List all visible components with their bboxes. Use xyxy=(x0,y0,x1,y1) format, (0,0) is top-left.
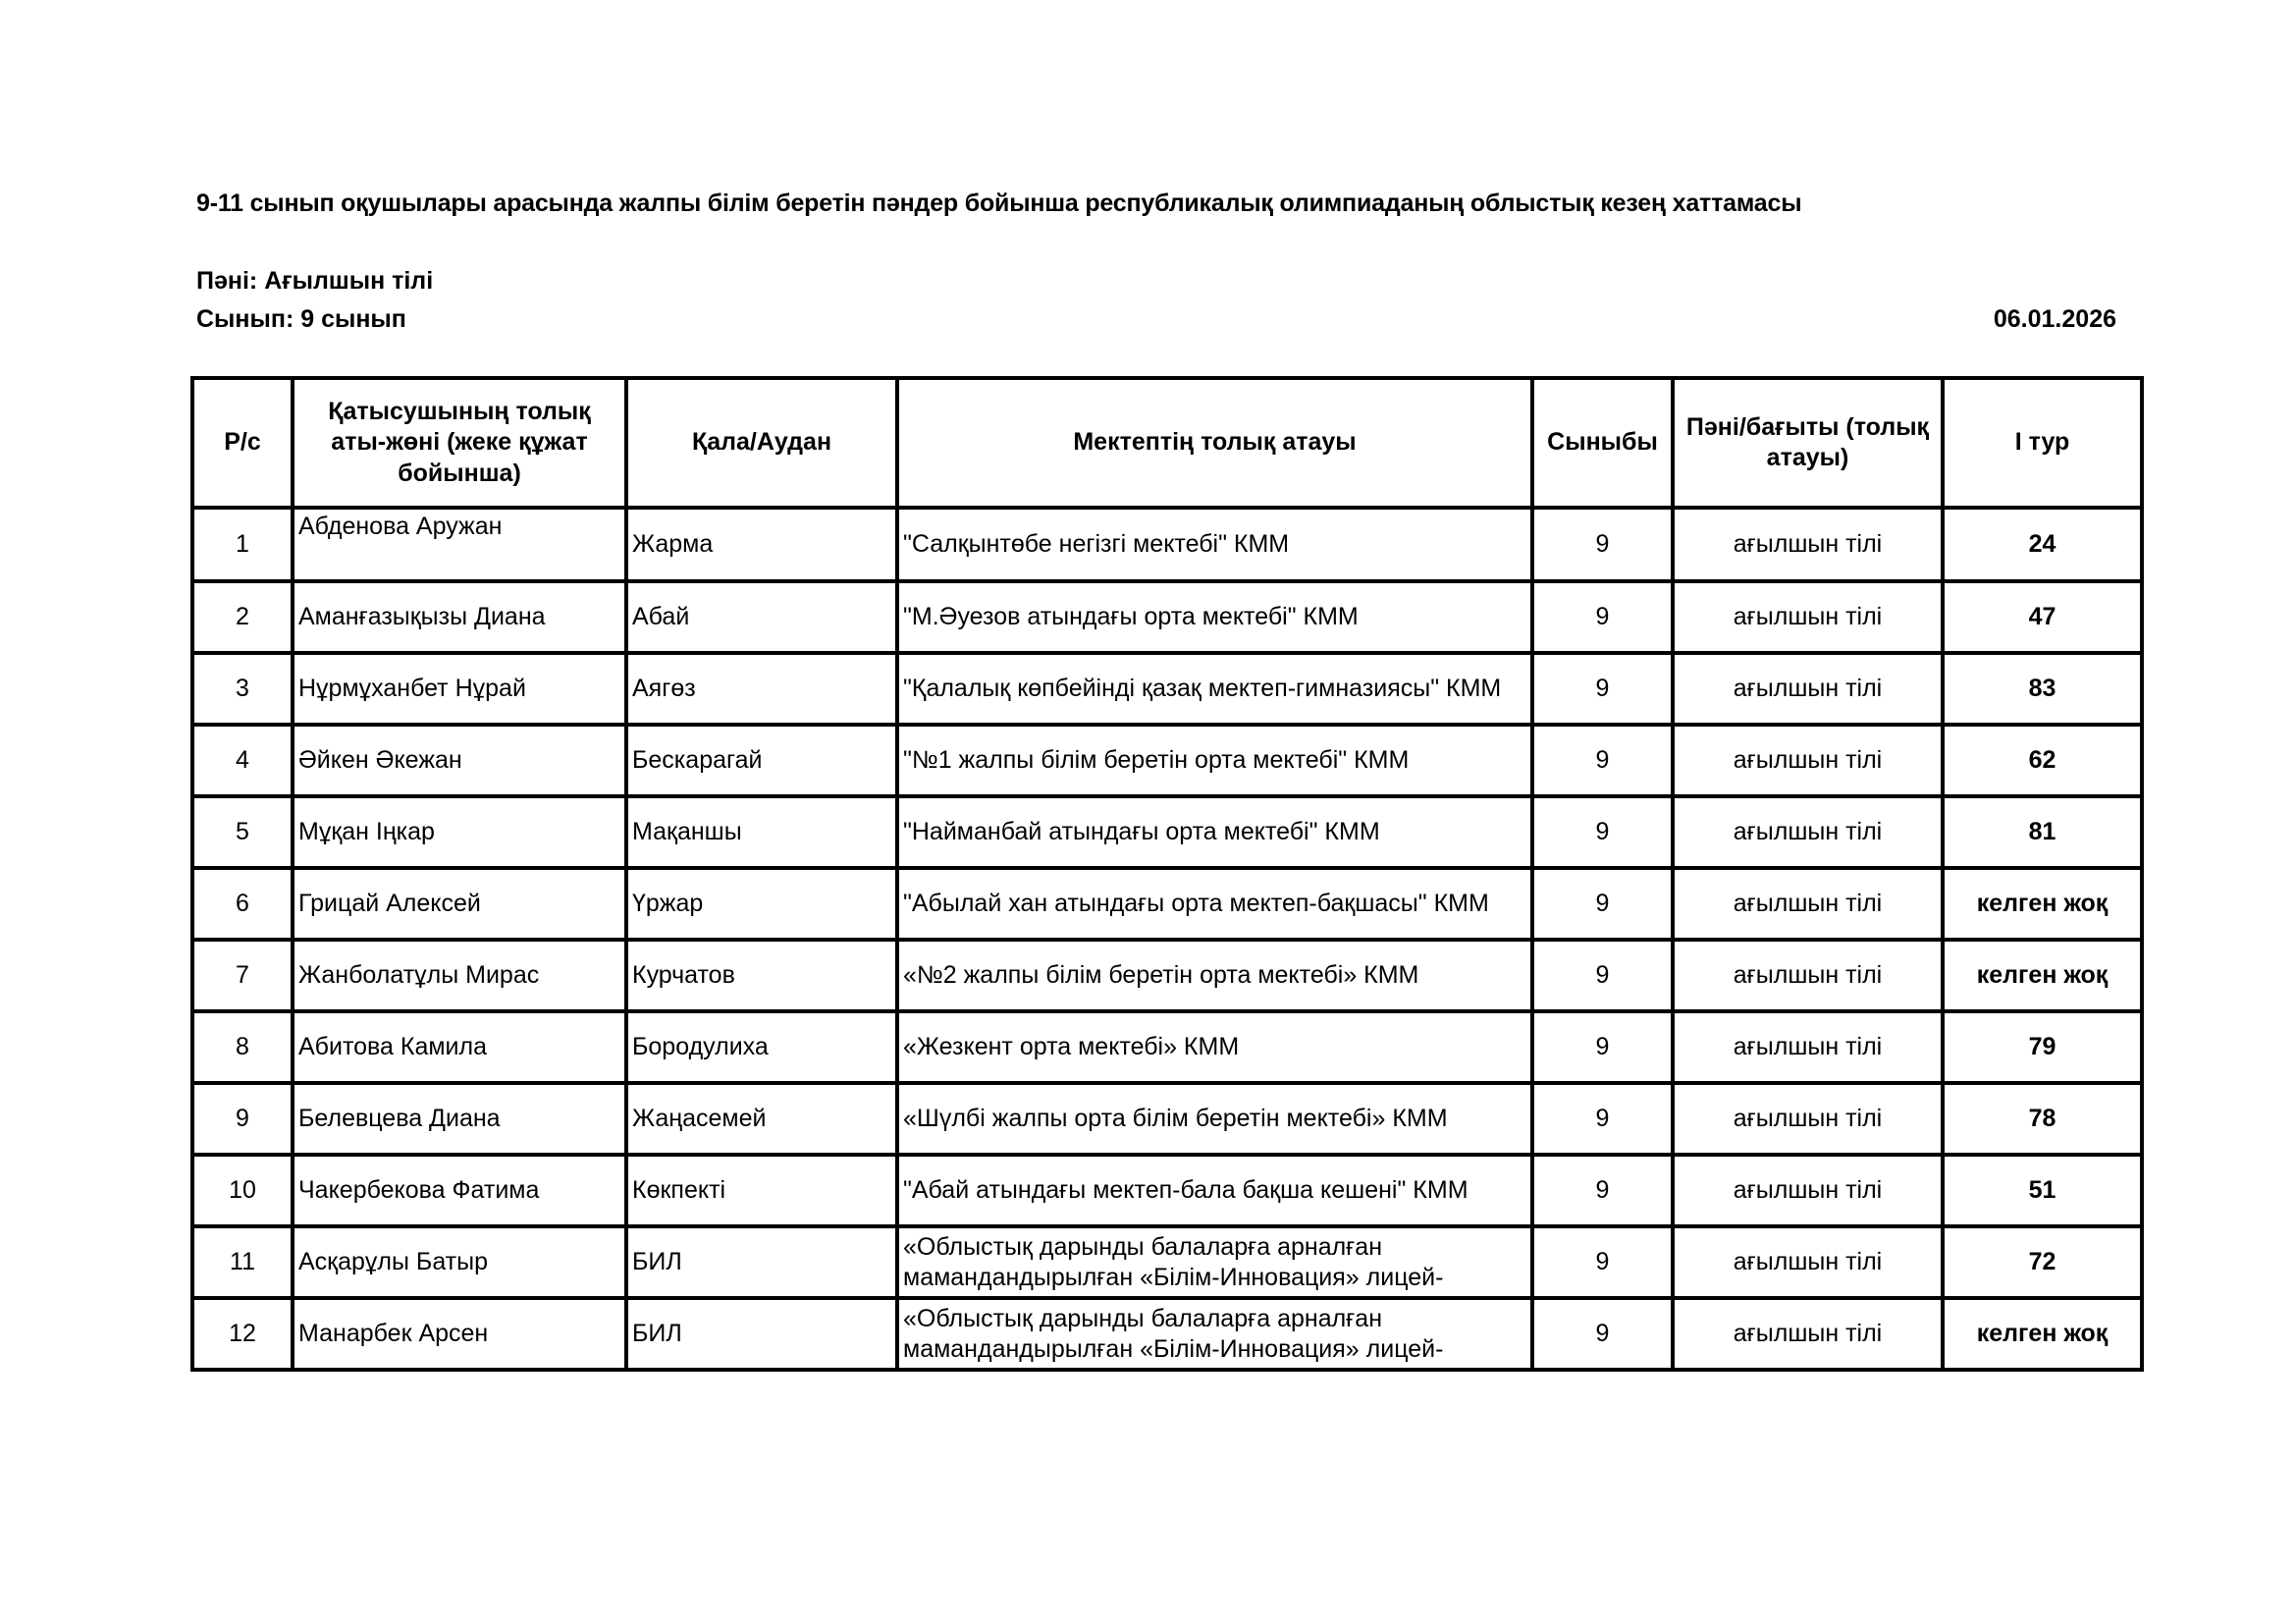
city-district: Бородулиха xyxy=(626,1011,897,1083)
table-row xyxy=(192,1083,2142,1155)
table-row xyxy=(192,1226,2142,1298)
participant-name: Белевцева Диана xyxy=(293,1083,626,1155)
school-name xyxy=(897,796,1532,868)
school-name-text: «Шүлбі жалпы орта білім беретін мектебі» КММ xyxy=(903,1104,1448,1132)
subject: ағылшын тілі xyxy=(1673,725,1943,796)
round-1-score: 83 xyxy=(1943,653,2142,725)
participant-name: Нұрмұханбет Нұрай xyxy=(293,653,626,725)
grade: 9 xyxy=(1532,868,1673,940)
row-number: 3 xyxy=(192,653,293,725)
city-district: Курчатов xyxy=(626,940,897,1011)
header-grade: Сыныбы xyxy=(1532,378,1673,508)
school-name xyxy=(897,940,1532,1011)
subject: ағылшын тілі xyxy=(1673,653,1943,725)
header-row-number: Р/с xyxy=(192,378,293,508)
row-number: 4 xyxy=(192,725,293,796)
table-row xyxy=(192,581,2142,653)
subject: ағылшын тілі xyxy=(1673,868,1943,940)
row-number: 1 xyxy=(192,508,293,581)
round-1-score: 51 xyxy=(1943,1155,2142,1226)
table-row xyxy=(192,796,2142,868)
grade: 9 xyxy=(1532,508,1673,581)
subject: ағылшын тілі xyxy=(1673,796,1943,868)
round-1-score: 81 xyxy=(1943,796,2142,868)
header-city-district: Қала/Аудан xyxy=(626,378,897,508)
header-participant-name: Қатысушының толық аты-жөні (жеке құжат бойынша) xyxy=(293,378,626,508)
school-name xyxy=(897,868,1532,940)
round-1-score: 24 xyxy=(1943,508,2142,581)
grade: 9 xyxy=(1532,1298,1673,1370)
school-name xyxy=(897,725,1532,796)
round-1-score: келген жоқ xyxy=(1943,940,2142,1011)
city-district: БИЛ xyxy=(626,1226,897,1298)
row-number: 10 xyxy=(192,1155,293,1226)
header-school-name: Мектептің толық атауы xyxy=(897,378,1532,508)
table-row xyxy=(192,1298,2142,1370)
school-name xyxy=(897,581,1532,653)
grade: 9 xyxy=(1532,1155,1673,1226)
table-row xyxy=(192,868,2142,940)
school-name-text: "Абай атындағы мектеп-бала бақша кешені" КММ xyxy=(903,1175,1468,1204)
row-number: 8 xyxy=(192,1011,293,1083)
subject: ағылшын тілі xyxy=(1673,508,1943,581)
table-row xyxy=(192,940,2142,1011)
grade: 9 xyxy=(1532,1083,1673,1155)
school-name xyxy=(897,508,1532,581)
subject: ағылшын тілі xyxy=(1673,1155,1943,1226)
subject: ағылшын тілі xyxy=(1673,940,1943,1011)
subject: ағылшын тілі xyxy=(1673,1226,1943,1298)
city-district: Аягөз xyxy=(626,653,897,725)
row-number: 5 xyxy=(192,796,293,868)
school-name-text: "Абылай хан атындағы орта мектеп-бақшасы" КММ xyxy=(903,889,1489,917)
school-name xyxy=(897,1011,1532,1083)
grade: 9 xyxy=(1532,1011,1673,1083)
table-row xyxy=(192,1155,2142,1226)
round-1-score: 79 xyxy=(1943,1011,2142,1083)
round-1-score: 72 xyxy=(1943,1226,2142,1298)
row-number: 12 xyxy=(192,1298,293,1370)
grade-line: Сынып: 9 сынып xyxy=(196,305,406,333)
city-district: БИЛ xyxy=(626,1298,897,1370)
table-row xyxy=(192,1011,2142,1083)
city-district: Бескарагай xyxy=(626,725,897,796)
grade: 9 xyxy=(1532,1226,1673,1298)
school-name xyxy=(897,1083,1532,1155)
results-table xyxy=(190,376,2144,1372)
school-name-text: "Найманбай атындағы орта мектебі" КММ xyxy=(903,817,1380,845)
grade: 9 xyxy=(1532,796,1673,868)
school-name-text: «Облыстық дарынды балаларға арналған мамандандырылған «Білім-Инновация» лицей- xyxy=(903,1232,1444,1291)
row-number: 6 xyxy=(192,868,293,940)
round-1-score: келген жоқ xyxy=(1943,1298,2142,1370)
header-round-1-score: І тур xyxy=(1943,378,2142,508)
school-name xyxy=(897,1226,1532,1298)
city-district: Жарма xyxy=(626,508,897,581)
city-district: Мақаншы xyxy=(626,796,897,868)
subject-line: Пәні: Ағылшын тілі xyxy=(196,267,434,295)
school-name-text: "Қалалық көпбейінді қазақ мектеп-гимназиясы" КММ xyxy=(903,674,1502,702)
row-number: 9 xyxy=(192,1083,293,1155)
table-row xyxy=(192,508,2142,581)
school-name-text: "Салқынтөбе негізгі мектебі" КММ xyxy=(903,529,1290,558)
participant-name: Аманғазықызы Диана xyxy=(293,581,626,653)
school-name-text: "№1 жалпы білім беретін орта мектебі" КММ xyxy=(903,745,1410,774)
subject: ағылшын тілі xyxy=(1673,1298,1943,1370)
participant-name: Жанболатұлы Мирас xyxy=(293,940,626,1011)
participant-name: Әйкен Әкежан xyxy=(293,725,626,796)
school-name-text: «№2 жалпы білім беретін орта мектебі» КММ xyxy=(903,960,1419,989)
document-date: 06.01.2026 xyxy=(1993,305,2116,333)
round-1-score: 62 xyxy=(1943,725,2142,796)
header-subject: Пәні/бағыты (толық атауы) xyxy=(1673,378,1943,508)
city-district: Абай xyxy=(626,581,897,653)
city-district: Үржар xyxy=(626,868,897,940)
row-number: 11 xyxy=(192,1226,293,1298)
row-number: 2 xyxy=(192,581,293,653)
grade: 9 xyxy=(1532,725,1673,796)
subject: ағылшын тілі xyxy=(1673,1083,1943,1155)
school-name xyxy=(897,1298,1532,1370)
participant-name: Грицай Алексей xyxy=(293,868,626,940)
school-name xyxy=(897,653,1532,725)
participant-name: Мұқан Іңкар xyxy=(293,796,626,868)
school-name-text: «Жезкент орта мектебі» КММ xyxy=(903,1032,1240,1060)
round-1-score: 47 xyxy=(1943,581,2142,653)
participant-name: Абденова Аружан xyxy=(293,508,626,581)
grade: 9 xyxy=(1532,653,1673,725)
subject: ағылшын тілі xyxy=(1673,1011,1943,1083)
document-title: 9-11 сынып оқушылары арасында жалпы білім беретін пәндер бойынша республикалық олимпиаданың облыстық кезең хаттамасы xyxy=(196,189,1802,217)
participant-name: Чакербекова Фатима xyxy=(293,1155,626,1226)
round-1-score: келген жоқ xyxy=(1943,868,2142,940)
row-number: 7 xyxy=(192,940,293,1011)
city-district: Жаңасемей xyxy=(626,1083,897,1155)
participant-name: Манарбек Арсен xyxy=(293,1298,626,1370)
participant-name: Асқарұлы Батыр xyxy=(293,1226,626,1298)
round-1-score: 78 xyxy=(1943,1083,2142,1155)
grade: 9 xyxy=(1532,940,1673,1011)
city-district: Көкпекті xyxy=(626,1155,897,1226)
table-row xyxy=(192,653,2142,725)
school-name-text: «Облыстық дарынды балаларға арналған мамандандырылған «Білім-Инновация» лицей- xyxy=(903,1304,1444,1363)
table-row xyxy=(192,725,2142,796)
table-header-row xyxy=(192,378,2142,508)
subject: ағылшын тілі xyxy=(1673,581,1943,653)
school-name xyxy=(897,1155,1532,1226)
grade: 9 xyxy=(1532,581,1673,653)
school-name-text: "М.Әуезов атындағы орта мектебі" КММ xyxy=(903,602,1359,630)
participant-name: Абитова Камила xyxy=(293,1011,626,1083)
